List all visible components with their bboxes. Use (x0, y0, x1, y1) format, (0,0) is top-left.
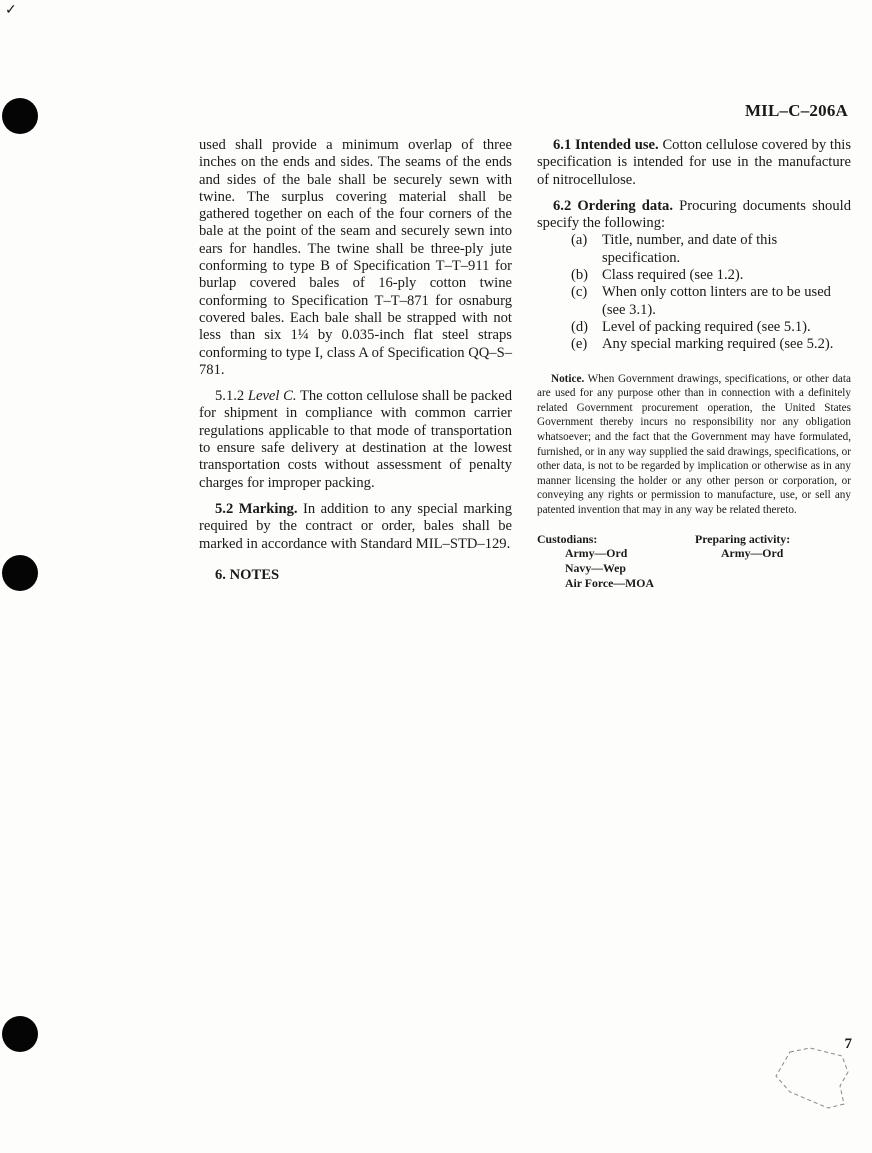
section-heading-notes: 6. NOTES (215, 566, 280, 583)
notice-title: Notice. (551, 372, 585, 385)
section-title: Level C. (247, 388, 297, 405)
list-marker: (d) (571, 318, 589, 335)
list-item-text: Title, number, and date of this specification. (602, 232, 778, 266)
list-marker: (b) (571, 267, 589, 284)
list-marker: (a) (571, 232, 588, 249)
section-text: In addition to any special marking required by the contract or order, bales shall be marked in accordance with Standard MIL–STD–129. (199, 500, 513, 552)
ordering-list (537, 232, 851, 353)
list-item (537, 319, 851, 336)
section-text: The cotton cellulose shall be packed for shipment in compliance with common carrier regulations applicable to that mode of transportation to ensure safe delivery at destination at the lowest transportation costs without assessment of penalty charges for improper packing. (199, 388, 513, 491)
section-text: Procuring documents should specify the following: (537, 197, 851, 232)
list-marker: (c) (571, 284, 588, 301)
section-6-2 (537, 198, 851, 233)
paragraph-packing-continued: used shall provide a minimum overlap of three inches on the ends and sides. The seams of the ends and sides of the bale shall be securely sewn with twine. The surplus covering material shall be gathered together on each of the four corners of the bale at the point of the seam and securely sewn into ears for handles. The twine shall be three-ply jute conforming to type B of Specification T–T–911 for burlap covered bales of 16-ply cotton twine conforming to Specification T–T–871 for osnaburg covered bales. Each bale shall be strapped with not less than six 1¼ by 0.035-inch flat steel straps conforming to type I, class A of Specification QQ–S–781. (199, 137, 512, 378)
list-marker: (e) (571, 336, 588, 353)
preparing-activity (695, 532, 790, 561)
left-column (199, 137, 512, 584)
list-item-text: Level of packing required (see 5.1). (602, 318, 811, 335)
corner-tick-mark: ✓ (5, 3, 17, 18)
section-text: Cotton cellulose covered by this specification is intended for use in the manufacture of nitrocellulose. (537, 137, 852, 188)
preparing-value: Army—Ord (721, 546, 784, 561)
document-id: MIL–C–206A (744, 101, 848, 120)
section-title: 6.2 Ordering data. (553, 197, 674, 214)
list-item (537, 232, 851, 267)
custodian-item: Air Force—MOA (565, 575, 654, 590)
list-item (537, 336, 851, 353)
section-5-1-2 (199, 388, 512, 492)
list-item-text: When only cotton linters are to be used (see 3.1). (602, 284, 831, 318)
list-item-text: Class required (see 1.2). (602, 267, 744, 284)
custodians-list (537, 532, 654, 591)
section-6-1 (537, 137, 851, 189)
custodians-label: Custodians: (537, 531, 598, 546)
custodian-item: Navy—Wep (565, 560, 626, 575)
punch-hole (2, 555, 38, 591)
page-number: 7 (844, 1036, 852, 1052)
right-column (537, 137, 851, 592)
list-item (537, 267, 851, 284)
punch-hole (2, 98, 38, 134)
section-5-2 (199, 501, 512, 553)
notice-text: When Government drawings, specifications, or other data are used for any purpose other than in connection with a definitely related Government procurement operation, the United States Government thereby incurs no responsibility nor any obligation whatsoever; and the fact that the Government may have formulated, furnished, or in any way supplied the said drawings, specifications, or other data, is not to be regarded by implication or otherwise as in any manner licensing the holder or any other person or corporation, or conveying any rights or permission to manufacture, use, or sell any patented invention that may in any way be related thereto. (537, 372, 851, 516)
section-title: 5.2 Marking. (215, 500, 298, 517)
notice-paragraph (537, 372, 851, 518)
stamp-outline-mark (770, 1046, 852, 1112)
custodians-block (537, 532, 851, 592)
section-title: 6.1 Intended use. (553, 137, 659, 153)
list-item-text: Any special marking required (see 5.2). (602, 336, 834, 353)
list-item (537, 284, 851, 319)
preparing-label: Preparing activity: (695, 531, 791, 546)
section-number: 5.1.2 (215, 388, 245, 405)
punch-hole (2, 1016, 38, 1052)
custodian-item: Army—Ord (565, 546, 628, 561)
